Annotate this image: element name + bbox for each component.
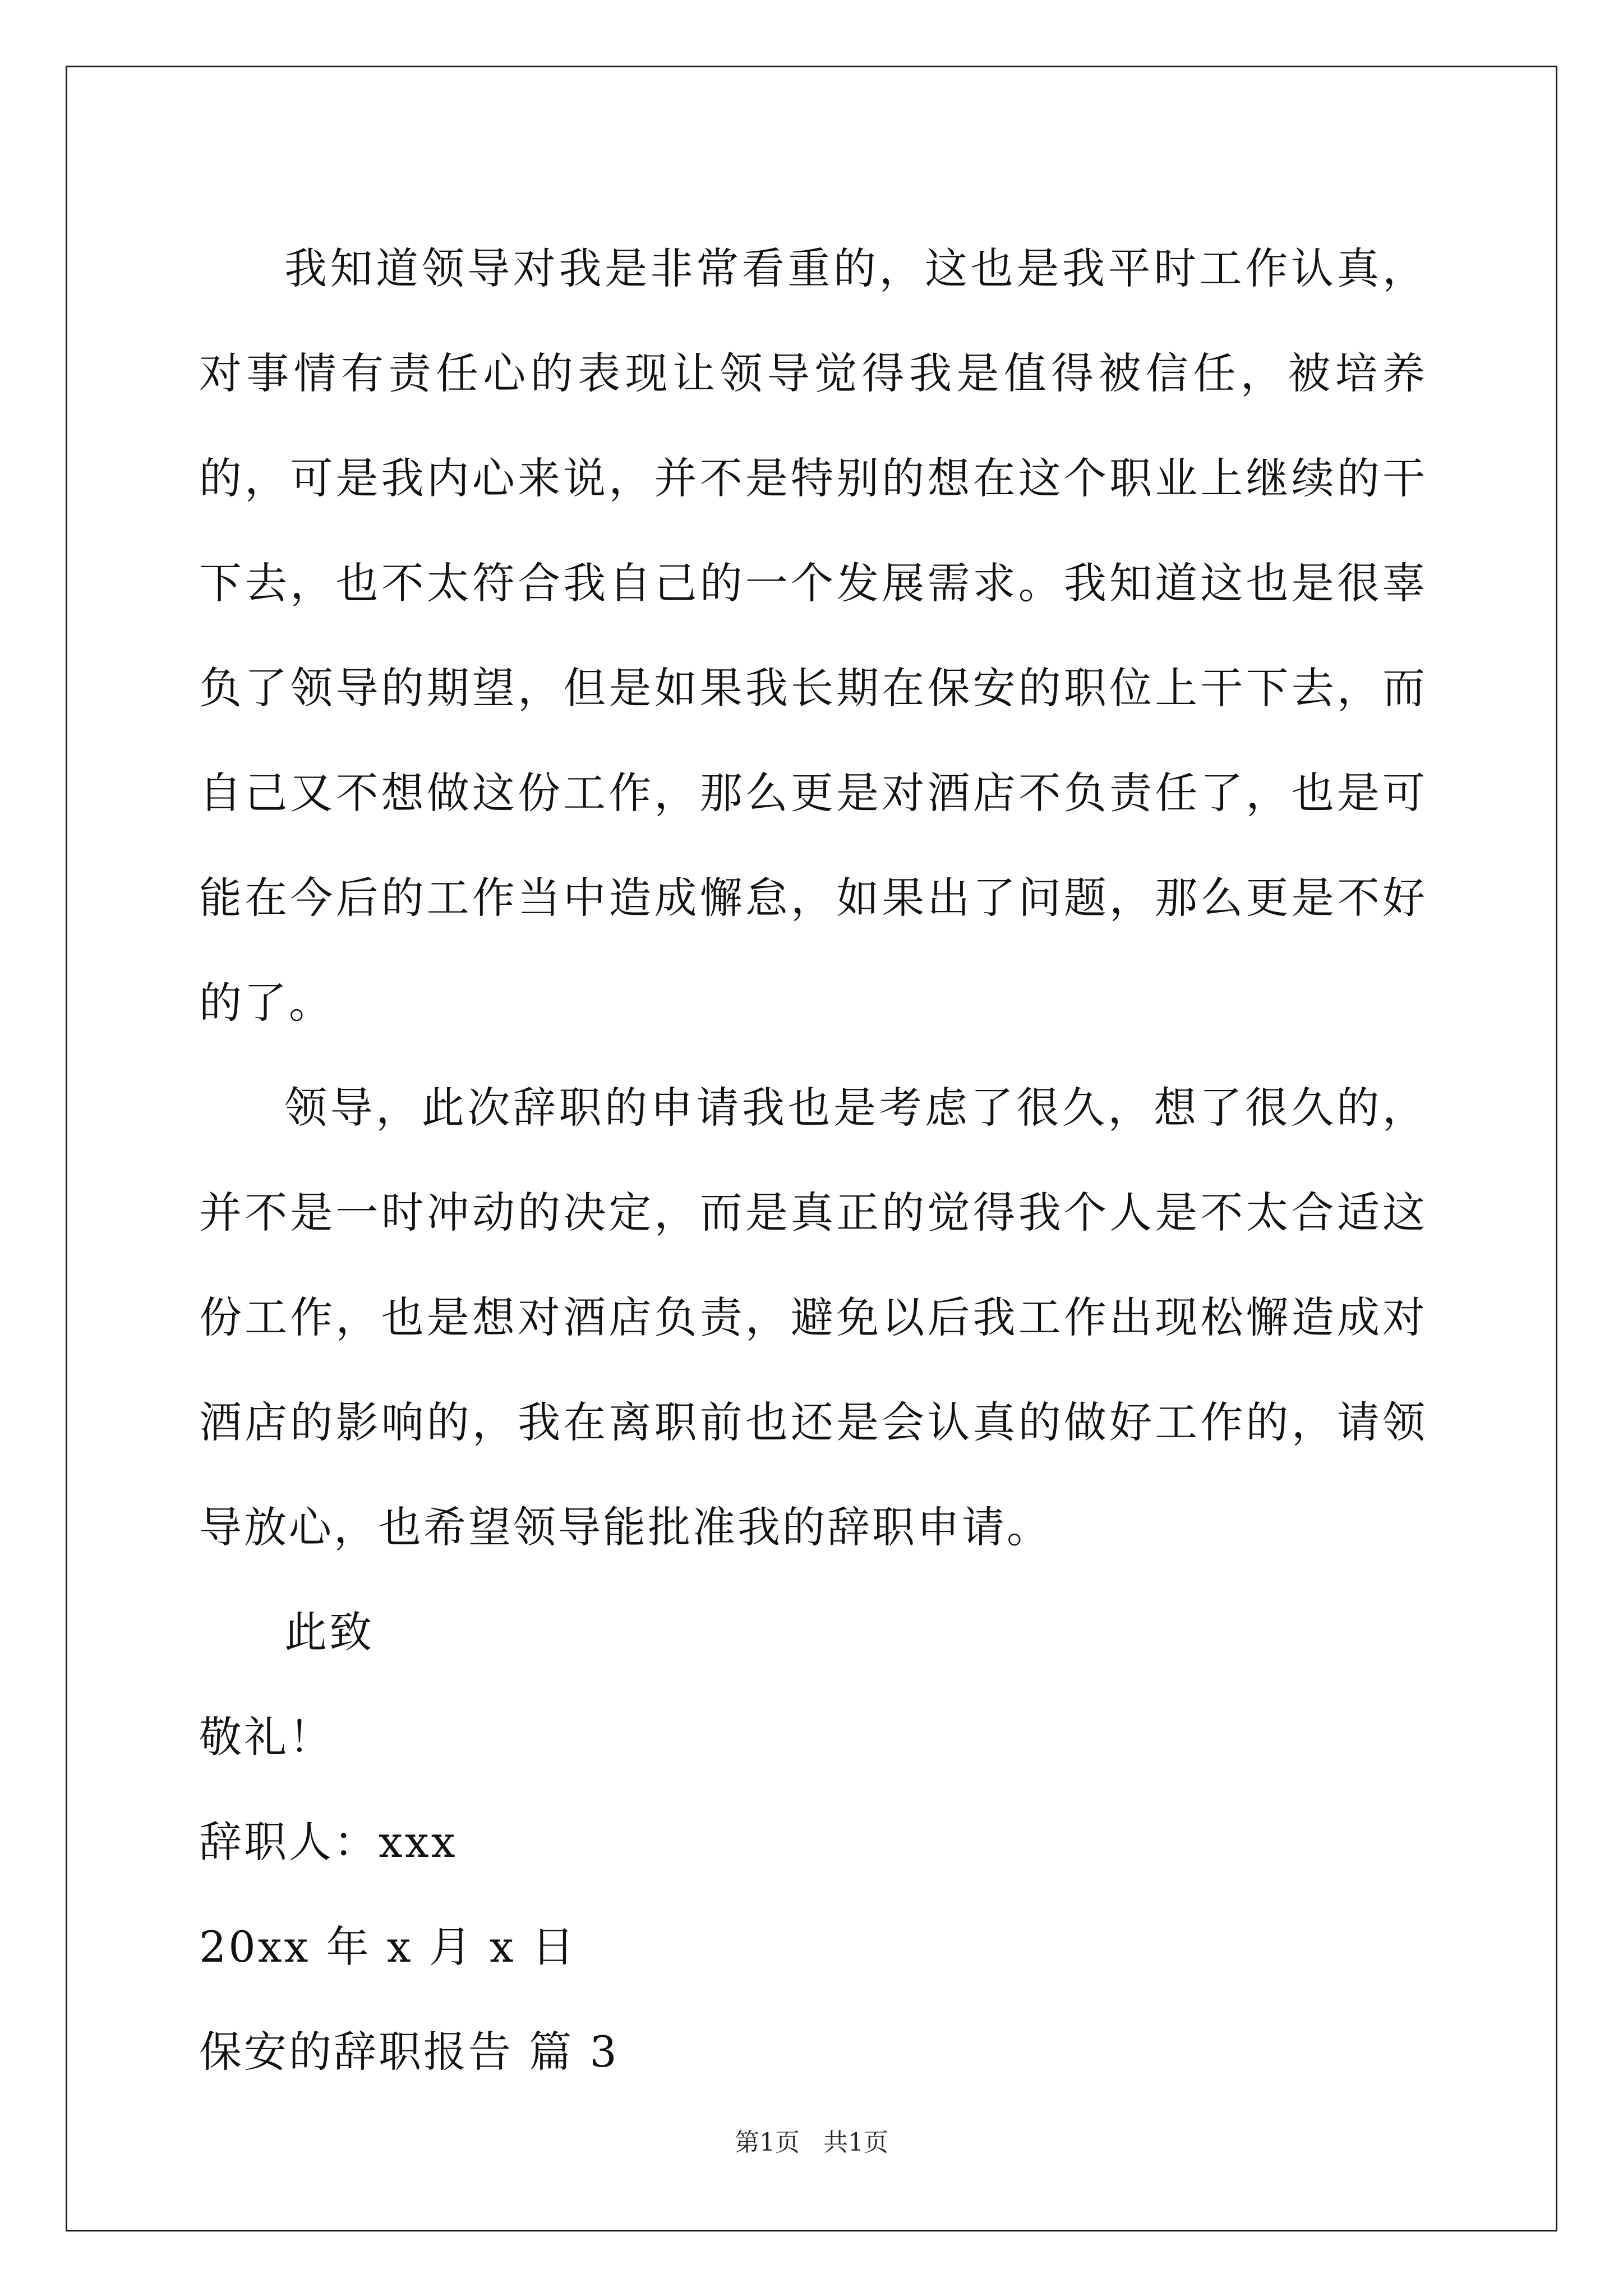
salutation-line: 敬礼！ [199,1712,334,1762]
paragraph-1: 我知道领导对我是非常看重的，这也是我平时工作认真，对事情有责任心的表现让领导觉得我是值得被信任，被培养的，可是我内心来说，并不是特别的想在这个职业上继续的干下去，也不太符合我自己的一个发展需求。我知道这也是很辜负了领导的期望，但是如果我长期在保安的职位上干下去，而自己又不想做这份工作，那么更是对酒店不负责任了，也是可能在今后的工作当中造成懈怠，如果出了问题，那么更是不好的了。 [199,243,1427,1028]
date-line: 20xx 年 x 月 x 日 [199,1922,577,1972]
paragraph-2: 领导，此次辞职的申请我也是考虑了很久，想了很久的，并不是一时冲动的决定，而是真正的觉得我个人是不太合适这份工作，也是想对酒店负责，避免以后我工作出现松懈造成对酒店的影响的，我在离职前也还是会认真的做好工作的，请领导放心，也希望领导能批准我的辞职申请。 [199,1083,1427,1552]
signature-line: 辞职人：xxx [199,1817,458,1867]
closing-line: 此致 [284,1607,374,1657]
document-body [199,216,1427,2104]
next-section-heading: 保安的辞职报告 篇 3 [199,2027,619,2077]
page-footer: 第1页 共1页 [735,2128,888,2157]
